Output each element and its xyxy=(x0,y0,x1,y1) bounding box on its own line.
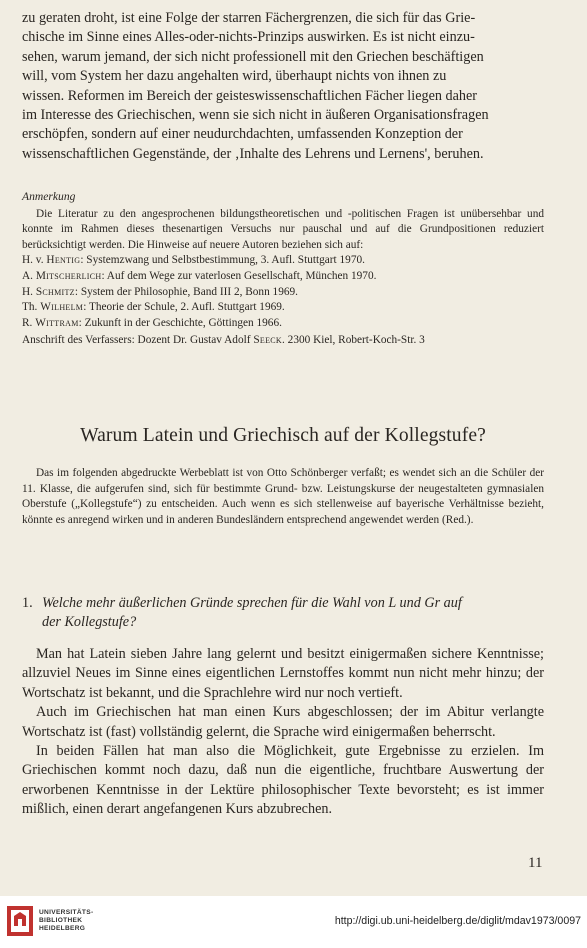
paragraph-top xyxy=(22,9,544,164)
question-heading xyxy=(22,594,544,632)
text-line: sehen, warum jemand, der sich nicht professionell mit den Griechen beschäftigen xyxy=(22,48,484,65)
reference-item: R. Wittram: Zukunft in der Geschichte, Göttingen 1966. xyxy=(22,316,282,329)
text-line: chische im Sinne eines Alles-oder-nichts-Prinzips auswirken. Es ist nicht einzu- xyxy=(22,29,475,46)
author-address: Anschrift des Verfassers: Dozent Dr. Gustav Adolf Seeck. 2300 Kiel, Robert-Koch-Str. 3 xyxy=(22,334,425,347)
footer-bar xyxy=(0,896,587,948)
text-line: wissenschaftlichen Gegenstände, der ‚Inhalte des Lehrens und Lernens', beruhen. xyxy=(22,145,484,162)
article-intro xyxy=(22,466,544,528)
reference-item: H. Schmitz: System der Philosophie, Band III 2, Bonn 1969. xyxy=(22,285,298,298)
anmerkung-section xyxy=(22,189,544,349)
library-logo xyxy=(6,904,93,938)
anmerkung-label: Anmerkung xyxy=(22,190,76,203)
text-line: im Interesse des Griechischen, wenn sie sich nicht in äußeren Organisationsfragen xyxy=(22,107,489,124)
anmerkung-text: Die Literatur zu den angesprochenen bildungstheoretischen und -politischen Fragen ist unübersehbar und konnte im Rahmen dieses thesenartigen Versuchs nur pauschal und auf die Grundpositionen reduziert berücksichtigt werden. Die Hinweise auf neuere Autoren beziehen sich auf: xyxy=(22,207,544,251)
text-line: zu geraten droht, ist eine Folge der starren Fächergrenzen, die sich für das Grie- xyxy=(22,10,476,26)
question-line: der Kollegstufe? xyxy=(42,614,137,630)
article-title: Warum Latein und Griechisch auf der Kollegstufe? xyxy=(80,425,486,446)
page-number: 11 xyxy=(528,855,543,871)
text-line: erschöpfen, sondern auf einer neudurchdachten, umfassenden Konzeption der xyxy=(22,126,463,143)
reference-item: A. Mitscherlich: Auf dem Wege zur vaterlosen Gesellschaft, München 1970. xyxy=(22,269,377,282)
library-name: UNIVERSITÄTS- BIBLIOTHEK HEIDELBERG xyxy=(39,909,94,932)
library-seal-icon xyxy=(6,904,34,938)
reference-item: Th. Wilhelm: Theorie der Schule, 2. Aufl. Stuttgart 1969. xyxy=(22,301,285,314)
text-line: wissen. Reformen im Bereich der geisteswissenschaftlichen Fächer liegen daher xyxy=(22,87,478,104)
text-line: will, vom System her dazu angehalten wird, überhaupt nichts von ihnen zu xyxy=(22,68,447,85)
question-number: 1. xyxy=(22,595,33,611)
intro-text: Das im folgenden abgedruckte Werbeblatt ist von Otto Schönberger verfaßt; es wendet sich an die Schüler der 11. Klasse, die aufgerufen sind, sich für bestimmte Grund- bzw. Leistungskurse der neugestalteten gymnasialen Oberstufe („Kollegstufe“) zu entscheiden. Auch wenn es sich stellenweise auf bayerische Verhältnisse bezieht, könnte es anregend wirken und in anderen Bundesländern entsprechend angewendet werden (Red.). xyxy=(22,467,544,526)
question-line: Welche mehr äußerlichen Gründe sprechen für die Wahl von L und Gr auf xyxy=(42,595,462,611)
body-paragraph: In beiden Fällen hat man also die Möglichkeit, gute Ergebnisse zu erzielen. Im Griechischen kommt noch dazu, daß nun die eigentliche, fruchtbare Auswertung der erworbenen Kenntnisse in der Lektüre philosophischer Texte bevorsteht; es ist immer mißlich, einen derart angefangenen Kurs abzubrechen. xyxy=(22,743,544,818)
body-paragraph: Man hat Latein sieben Jahre lang gelernt und besitzt einigermaßen sichere Kenntnisse; allzuviel Neues im Sinne eines eigentlichen Lernstoffes kommt nun nicht mehr hinzu; der Wortschatz ist bekannt, und die Sprachlehre wird nur noch vertieft. xyxy=(22,646,544,701)
body-paragraph: Auch im Griechischen hat man einen Kurs abgeschlossen; der im Abitur verlangte Wortschatz ist (fast) vollständig gelernt, die Sprache wird einigermaßen beherrscht. xyxy=(22,704,544,740)
source-url[interactable]: http://digi.ub.uni-heidelberg.de/diglit/mdav1973/0097 xyxy=(334,915,581,927)
article-body xyxy=(22,645,544,820)
reference-item: H. v. Hentig: Systemzwang und Selbstbestimmung, 3. Aufl. Stuttgart 1970. xyxy=(22,254,365,267)
